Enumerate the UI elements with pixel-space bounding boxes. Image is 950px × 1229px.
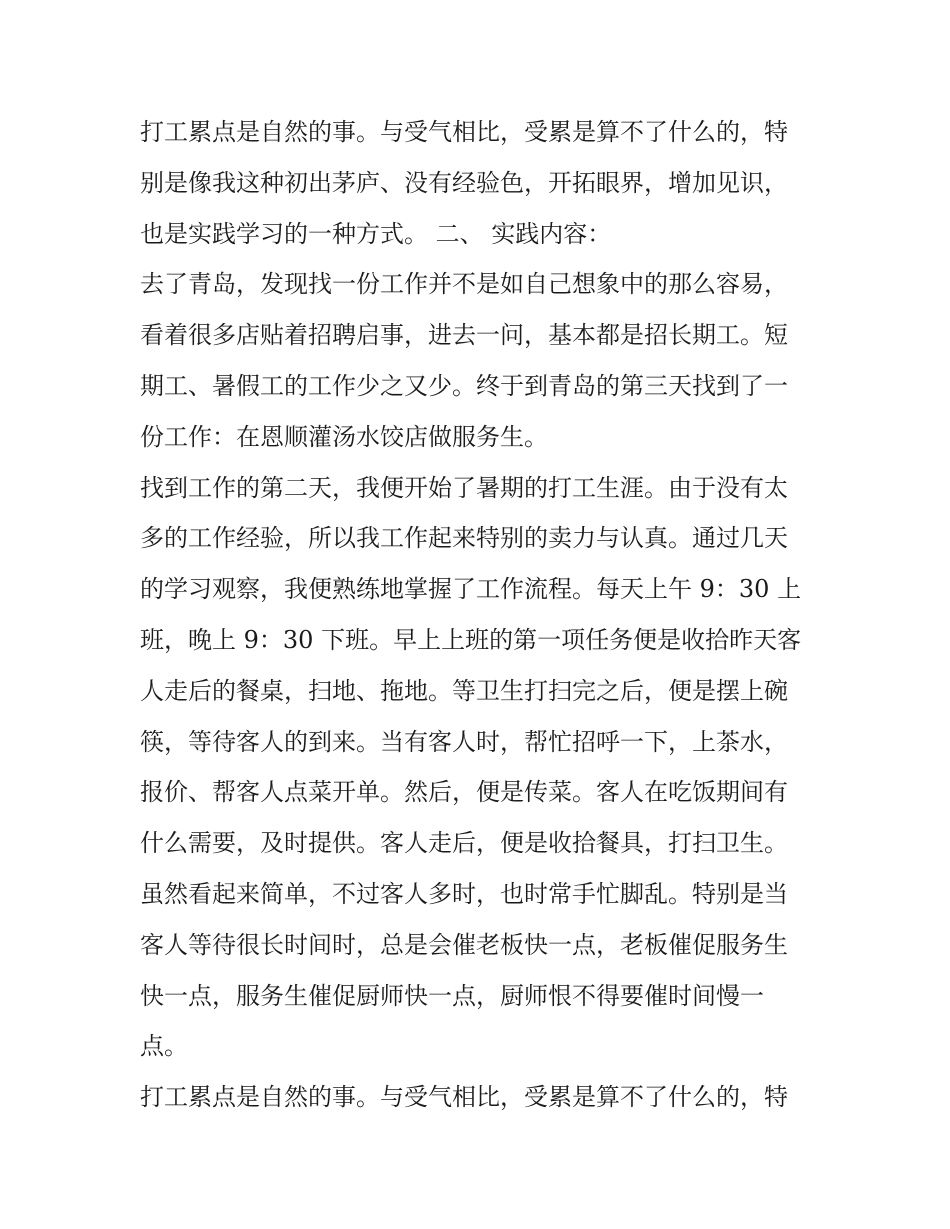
text-line: 去了青岛，发现找一份工作并不是如自己想象中的那么容易， (140, 270, 788, 299)
text-line: 多的工作经验，所以我工作起来特别的卖力与认真。通过几天 (140, 524, 788, 553)
text-line: 班，晚上 9：30 下班。早上上班的第一项任务便是收拾昨天客 (140, 625, 802, 654)
text-line: 也是实践学习的一种方式。 二、 实践内容： (140, 219, 612, 248)
text-line: 找到工作的第二天，我便开始了暑期的打工生涯。由于没有太 (140, 473, 788, 502)
text-line: 期工、暑假工的工作少之又少。终于到青岛的第三天找到了一 (140, 371, 788, 400)
text-line: 份工作：在恩顺灌汤水饺店做服务生。 (140, 422, 548, 451)
text-line: 人走后的餐桌，扫地、拖地。等卫生打扫完之后，便是摆上碗 (140, 676, 788, 705)
text-line: 筷，等待客人的到来。当有客人时，帮忙招呼一下，上茶水， (140, 727, 788, 756)
text-line: 报价、帮客人点菜开单。然后，便是传菜。客人在吃饭期间有 (140, 778, 788, 807)
text-line: 虽然看起来简单，不过客人多时，也时常手忙脚乱。特别是当 (140, 879, 788, 908)
text-line: 什么需要，及时提供。客人走后，便是收拾餐具，打扫卫生。 (140, 829, 788, 858)
text-line: 的学习观察，我便熟练地掌握了工作流程。每天上午 9：30 上 (140, 575, 802, 604)
text-line: 点。 (140, 1032, 188, 1061)
text-line: 打工累点是自然的事。与受气相比，受累是算不了什么的，特 (140, 118, 788, 146)
text-line: 快一点，服务生催促厨师快一点，厨师恨不得要催时间慢一 (140, 981, 764, 1010)
text-line: 看着很多店贴着招聘启事，进去一问，基本都是招长期工。短 (140, 321, 788, 350)
text-line: 客人等待很长时间时，总是会催老板快一点，老板催促服务生 (140, 930, 788, 959)
body-text (140, 107, 820, 1123)
text-line: 别是像我这种初出茅庐、没有经验色，开拓眼界，增加见识， (140, 168, 788, 197)
text-line: 打工累点是自然的事。与受气相比，受累是算不了什么的，特 (140, 1083, 788, 1112)
